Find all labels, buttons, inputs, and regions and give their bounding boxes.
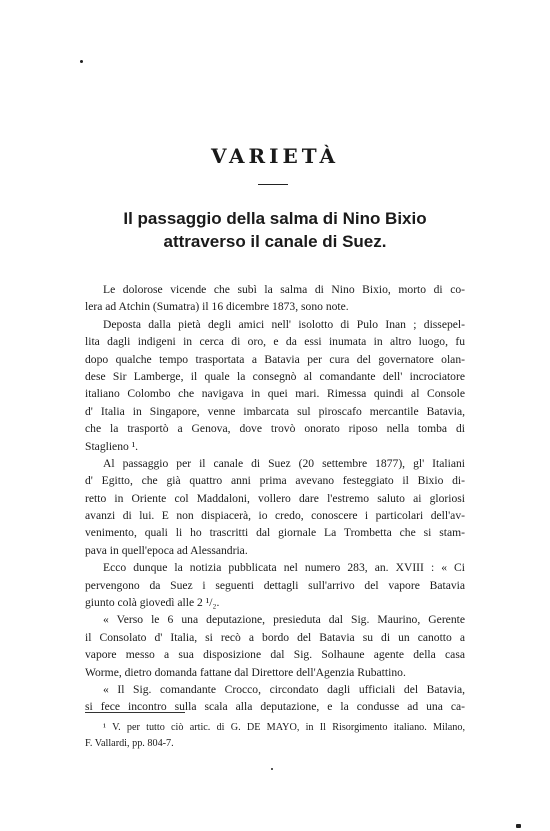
article-body — [85, 281, 465, 716]
print-speck — [80, 60, 83, 63]
body-line: dese Sir Lamberge, il quale la consegnò al comandante dell' incrociatore — [85, 369, 465, 383]
body-line: lera ad Atchin (Sumatra) il 16 dicembre 1873, sono note. — [85, 300, 349, 314]
title-divider — [258, 184, 288, 185]
body-line: vapore messo a sua disposizione dal Sig. Solhaune agente della casa — [85, 648, 465, 662]
print-speck — [271, 768, 273, 770]
body-line: retto in Oriente col Maddaloni, vollero dare l'estremo saluto ai gloriosi — [85, 491, 465, 505]
body-line: avanzi di lui. E non dispiacerà, io credo, conoscere i particolari dell'av- — [85, 509, 465, 523]
footnote-divider — [85, 712, 185, 713]
section-title: VARIETÀ — [210, 144, 339, 168]
heading-line-1: Il passaggio della salma di Nino Bixio — [123, 209, 427, 228]
body-line: Al passaggio per il canale di Suez (20 settembre 1877), gl' Italiani — [103, 456, 465, 470]
body-line: italiano Colombo che navigava in quei mari. Rimessa quindi al Console — [85, 387, 465, 401]
body-line: lita dagli indigeni in cerca di oro, e da essi inumata in altro luogo, fu — [85, 335, 465, 349]
body-line: « Verso le 6 una deputazione, presieduta dal Sig. Maurino, Gerente — [103, 613, 465, 627]
body-line: pava in quell'epoca ad Alessandria. — [85, 543, 248, 557]
body-line: il Consolato d' Italia, si recò a bordo del Batavia su di un canotto a — [85, 630, 465, 644]
footnote — [85, 720, 465, 752]
body-line: Deposta dalla pietà degli amici nell' isolotto di Pulo Inan ; dissepel- — [103, 317, 465, 331]
body-line: « Il Sig. comandante Crocco, circondato dagli ufficiali del Batavia, — [103, 682, 465, 696]
body-line: pervengono da Suez i seguenti dettagli sull'arrivo del vapore Batavia — [85, 578, 465, 592]
body-line: dopo qualche tempo trasportata a Batavia per cura del governatore olan- — [85, 352, 465, 366]
body-line: venimento, quali li ho trascritti dal giornale La Trombetta che si stam- — [85, 526, 465, 540]
footnote-line: F. Vallardi, pp. 804-7. — [85, 738, 174, 749]
body-line: Worme, dietro domanda fattane dal Direttore dell'Agenzia Rubattino. — [85, 665, 406, 679]
body-line: Staglieno ¹. — [85, 439, 139, 453]
body-line: che la trasportò a Genova, dove trovò onorato riposo nella tomba di — [85, 422, 465, 436]
body-line: d' Italia in Singapore, venne imbarcata sul piroscafo mercantile Batavia, — [85, 404, 465, 418]
body-line: d' Egitto, che già quattro anni prima avevano festeggiato il Bixio di- — [85, 474, 465, 488]
heading-line-2: attraverso il canale di Suez. — [163, 232, 387, 251]
article-heading — [60, 207, 490, 253]
body-line: si fece incontro sulla scala alla deputazione, e la condusse ad una ca- — [85, 700, 465, 714]
footnote-line: ¹ V. per tutto ciò artic. di G. DE MAYO, in Il Risorgimento italiano. Milano, — [103, 722, 465, 733]
body-line: Ecco dunque la notizia pubblicata nel numero 283, an. XVIII : « Ci — [103, 561, 465, 575]
body-line: giunto colà giovedì alle 2 ¹/₂. — [85, 596, 220, 610]
print-speck — [516, 824, 521, 828]
body-line: Le dolorose vicende che subì la salma di Nino Bixio, morto di co- — [103, 283, 465, 296]
